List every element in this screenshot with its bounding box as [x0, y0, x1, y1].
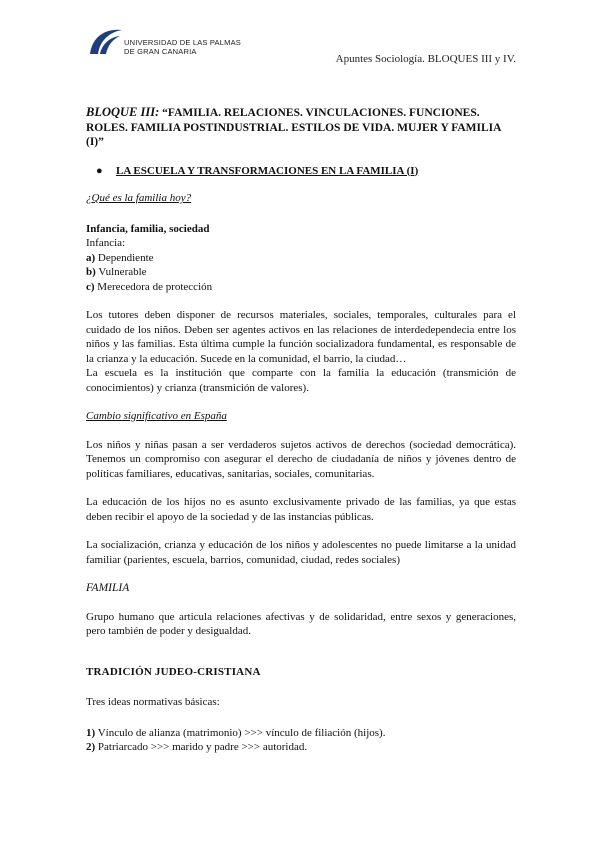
idea-text: Vínculo de alianza (matrimonio) >>> vínculo de filiación (hijos).	[97, 726, 386, 739]
list-label: b)	[86, 266, 96, 278]
logo-text	[124, 38, 241, 56]
section-heading-infancia: Infancia, familia, sociedad	[86, 222, 210, 235]
idea-item	[86, 726, 516, 741]
familia-definition: Grupo humano que articula relaciones afectivas y de solidaridad, entre sexos y generaciones, pero también de poder y desigualdad.	[86, 610, 516, 637]
page-header	[86, 24, 516, 68]
section-bullet	[86, 164, 516, 179]
list-text: Merecedora de protección	[97, 280, 213, 293]
cambio-heading: Cambio significativo en España	[86, 410, 227, 422]
paragraph-educacion: La educación de los hijos no es asunto exclusivamente privado de las familias, ya que estas deben recibir el apoyo de la sociedad y de las instancias públicas.	[86, 496, 516, 523]
familia-heading: FAMILIA	[86, 582, 130, 594]
list-text: Dependiente	[97, 251, 154, 264]
paragraph-socializacion: La socialización, crianza y educación de los niños y adolescentes no puede limitarse a la unidad familiar (parientes, escuela, barrios, comunidad, ciudad, redes sociales)	[86, 539, 516, 566]
list-item	[86, 251, 516, 266]
paragraph-tutores: Los tutores deben disponer de recursos materiales, sociales, temporales, culturales para el cuidado de los niños. Deben ser agentes activos en las relaciones de interdedependecia entre los niños y las familias. Esta última cumple la función socializadora fundamental, es responsable de la crianza y la educación. Sucede en la comunidad, el barrio, la ciudad…	[86, 309, 516, 365]
block-title	[86, 105, 516, 150]
idea-label: 2)	[86, 741, 96, 753]
block-title-text: “FAMILIA. RELACIONES. VINCULACIONES. FUNCIONES. ROLES. FAMILIA POSTINDUSTRIAL. ESTILOS DE VIDA. MUJER Y FAMILIA (I)”	[86, 107, 501, 148]
paragraph-derechos: Los niños y niñas pasan a ser verdaderos sujetos activos de derechos (sociedad democrática). Tenemos un compromiso con asegurar el derecho de ciudadanía de niños y jóvenes dentro de políticas familiares, educativas, sanitarias, sociales, comunitarias.	[86, 438, 516, 480]
list-label: a)	[86, 251, 96, 264]
infancia-intro: Infancia:	[86, 237, 126, 249]
paragraph-escuela: La escuela es la institución que comparte con la familia la educación (transmición de conocimientos) y crianza (transmición de valores).	[86, 367, 516, 394]
list-text: Vulnerable	[98, 266, 147, 278]
university-logo-icon	[86, 24, 126, 56]
list-item	[86, 265, 516, 280]
logo-line-2: DE GRAN CANARIA	[124, 47, 197, 56]
document-body	[86, 105, 516, 755]
tres-ideas-intro: Tres ideas normativas básicas:	[86, 696, 220, 708]
tradicion-heading: TRADICIÓN JUDEO-CRISTIANA	[86, 665, 261, 678]
question-heading: ¿Qué es la familia hoy?	[86, 192, 192, 204]
list-item	[86, 280, 516, 295]
block-title-prefix: BLOQUE III:	[86, 105, 160, 119]
bullet-text: LA ESCUELA Y TRANSFORMACIONES EN LA FAMILIA (I)	[116, 164, 419, 177]
idea-label: 1)	[86, 726, 96, 739]
header-course-title: Apuntes Sociología. BLOQUES III y IV.	[335, 53, 516, 65]
idea-item	[86, 740, 516, 755]
logo-line-1: UNIVERSIDAD DE LAS PALMAS	[124, 38, 241, 47]
bullet-icon: ●	[96, 164, 103, 177]
list-label: c)	[86, 280, 95, 293]
idea-text: Patriarcado >>> marido y padre >>> autoridad.	[97, 741, 308, 753]
